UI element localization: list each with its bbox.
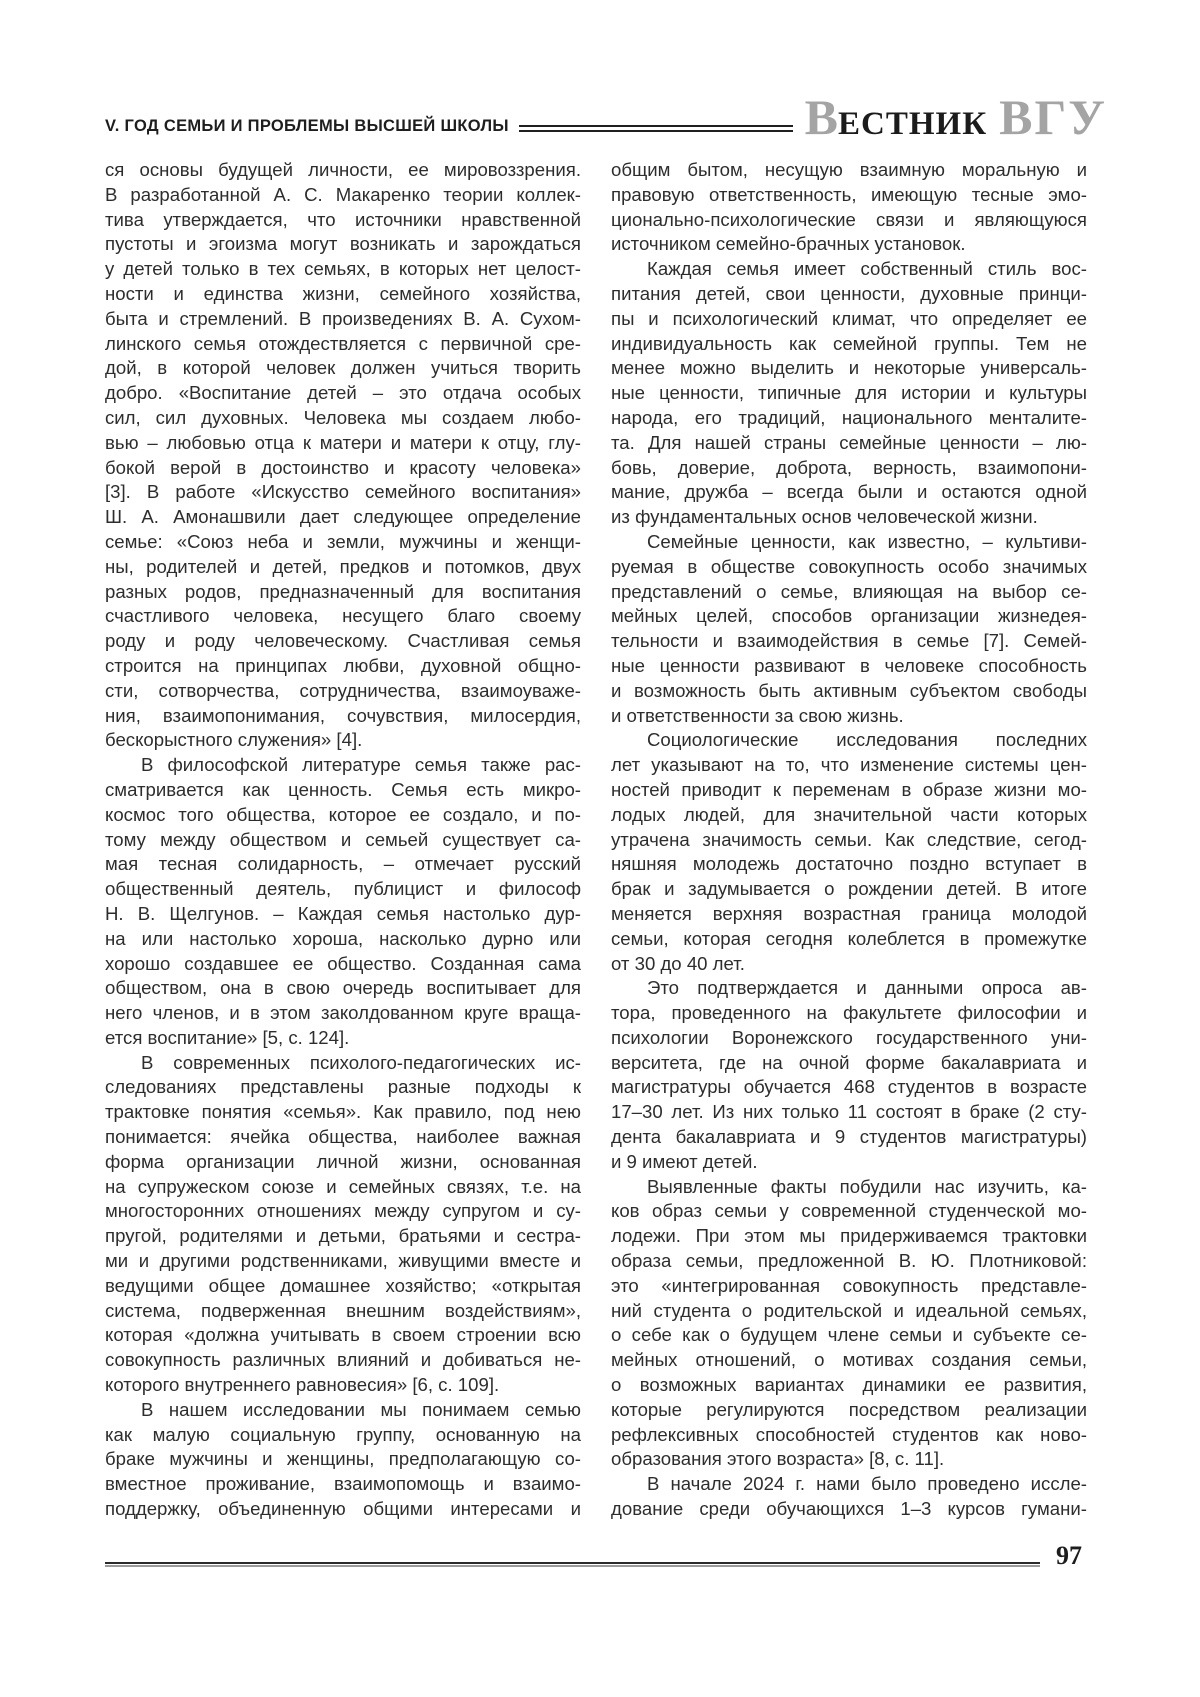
text-line: система, подверженная внешним воздействиям», xyxy=(105,1299,581,1321)
text-line: верситета, где на очной форме бакалавриата и xyxy=(611,1051,1087,1073)
text-line: дой, в которой человек должен учиться творить xyxy=(105,357,581,379)
paragraph xyxy=(105,1398,581,1522)
text-line: ков образ семьи у современной студенческой мо- xyxy=(611,1200,1087,1222)
text-line: добро. «Воспитание детей – это отдача особых xyxy=(105,382,581,404)
text-line: быта и стремлений. В произведениях В. А. Сухом- xyxy=(105,307,581,329)
text-line: Ш. А. Амонашвили дает следующее определение xyxy=(105,506,581,528)
text-line: ми и другими родственниками, живущими вместе и xyxy=(105,1250,581,1272)
text-line: ется воспитание» [5, с. 124]. xyxy=(105,1026,350,1048)
text-line: тельности и взаимодействия в семье [7]. Семей- xyxy=(611,630,1087,652)
text-line: которого внутреннего равновесия» [6, с. 109]. xyxy=(105,1374,500,1396)
text-line: хорошо создавшее ее общество. Созданная сама xyxy=(105,952,581,974)
text-line: общественный деятель, публицист и философ xyxy=(105,878,581,900)
text-line: сматривается как ценность. Семья есть микро- xyxy=(105,778,581,800)
text-line: вью – любовью отца к матери и матери к отцу, глу- xyxy=(105,431,581,453)
text-line: мание, дружба – всегда были и остаются одной xyxy=(611,481,1087,503)
text-line: поддержку, объединенную общими интересами и xyxy=(105,1498,581,1520)
paragraph xyxy=(105,1051,581,1398)
text-line: ний студента о родительской и идеальной семьях, xyxy=(611,1299,1087,1321)
text-line: лет указывают на то, что изменение системы цен- xyxy=(611,754,1087,776)
text-line: сти, сотворчества, сотрудничества, взаимоуваже- xyxy=(105,679,581,701)
text-line: меняется верхняя возрастная граница молодой xyxy=(611,902,1087,924)
text-line: вместное проживание, взаимопомощь и взаимо- xyxy=(105,1473,581,1495)
text-line: понимается: ячейка общества, наиболее важная xyxy=(105,1126,581,1148)
paragraph xyxy=(611,257,1087,530)
footer-rule xyxy=(105,1562,1040,1567)
text-line: Социологические исследования последних xyxy=(647,729,1087,751)
text-line: мейных отношений, о мотивах создания семьи, xyxy=(611,1349,1087,1371)
text-line: бокой верой в достоинство и красоту человека» xyxy=(105,456,581,478)
text-line: на или настолько хороша, насколько дурно или xyxy=(105,927,581,949)
text-line: на супружеском союзе и семейных связях, т.е. на xyxy=(105,1175,581,1197)
text-line: питания детей, свои ценности, духовные принци- xyxy=(611,282,1087,304)
text-line: В нашем исследовании мы понимаем семью xyxy=(141,1398,581,1420)
text-line: менее можно выделить и некоторые универсаль- xyxy=(611,357,1087,379)
text-line: источником семейно-брачных установок. xyxy=(611,233,966,255)
article-body xyxy=(105,158,1087,1522)
section-title: V. ГОД СЕМЬИ И ПРОБЛЕМЫ ВЫСШЕЙ ШКОЛЫ xyxy=(105,116,509,135)
text-line: ционально-психологические связи и являющуюся xyxy=(611,208,1087,230)
text-line: из фундаментальных основ человеческой жизни. xyxy=(611,506,1038,528)
text-line: многосторонних отношениях между супругом и су- xyxy=(105,1200,581,1222)
text-line: образа семьи, предложенной В. Ю. Плотниковой: xyxy=(611,1250,1087,1272)
text-line: это «интегрированная совокупность представле- xyxy=(611,1274,1087,1296)
logo-initial-letter: В xyxy=(804,89,839,145)
text-line: [3]. В работе «Искусство семейного воспитания» xyxy=(105,481,581,503)
paragraph xyxy=(105,158,581,753)
text-line: пругой, родителями и детьми, братьями и сестра- xyxy=(105,1225,581,1247)
text-line: ные ценности, типичные для истории и культуры xyxy=(611,382,1087,404)
text-line: от 30 до 40 лет. xyxy=(611,952,745,974)
text-line: ности и единства жизни, семейного хозяйства, xyxy=(105,282,581,304)
text-line: В разработанной А. С. Макаренко теории коллек- xyxy=(105,183,581,205)
text-line: ведущими общее домашнее хозяйство; «открытая xyxy=(105,1274,581,1296)
paragraph xyxy=(611,530,1087,728)
text-line: дента бакалавриата и 9 студентов магистратуры) xyxy=(611,1126,1087,1148)
text-line: тора, проведенного на факультете философии и xyxy=(611,1002,1087,1024)
text-line: магистратуры обучается 468 студентов в возрасте xyxy=(611,1076,1087,1098)
journal-logo xyxy=(804,89,1107,145)
text-line: счастливого человека, несущего благо своему xyxy=(105,605,581,627)
text-line: тому между обществом и семьей существует са- xyxy=(105,828,581,850)
logo-university-abbr: ВГУ xyxy=(999,89,1107,145)
logo-word-rest: ЕСТНИК xyxy=(838,106,988,142)
text-line: которая «должна учитывать в своем строении всю xyxy=(105,1324,581,1346)
text-line: следованиях представлены разные подходы к xyxy=(105,1076,581,1098)
text-line: бовь, доверие, доброта, верность, взаимопони- xyxy=(611,456,1087,478)
paragraph xyxy=(611,728,1087,976)
text-line: и ответственности за свою жизнь. xyxy=(611,704,904,726)
text-line: пы и психологический климат, что определяет ее xyxy=(611,307,1087,329)
text-line: та. Для нашей страны семейные ценности – лю- xyxy=(611,431,1087,453)
text-line: рефлексивных способностей студентов как ново- xyxy=(611,1423,1087,1445)
left-column xyxy=(105,158,581,1522)
text-line: разных родов, предназначенный для воспитания xyxy=(105,580,581,602)
text-line: линского семья отождествляется с первичной сре- xyxy=(105,332,581,354)
text-line: трактовке понятия «семья». Как правило, под нею xyxy=(105,1101,581,1123)
text-line: психологии Воронежского государственного уни- xyxy=(611,1026,1087,1048)
text-line: о возможных вариантах динамики ее развития, xyxy=(611,1374,1087,1396)
text-line: ся основы будущей личности, ее мировоззрения. xyxy=(105,159,581,180)
text-line: правовую ответственность, имеющую тесные эмо- xyxy=(611,183,1087,205)
text-line: народа, его традиций, национального менталите- xyxy=(611,406,1087,428)
page-number: 97 xyxy=(1056,1541,1082,1570)
text-line: дование среди обучающихся 1–3 курсов гумани- xyxy=(611,1498,1087,1520)
text-line: В начале 2024 г. нами было проведено иссле- xyxy=(647,1473,1087,1495)
text-line: Семейные ценности, как известно, – культиви- xyxy=(647,530,1087,552)
text-line: В философской литературе семья также рас- xyxy=(141,754,581,776)
text-line: и 9 имеют детей. xyxy=(611,1150,758,1172)
text-line: индивидуальность как семейной группы. Тем не xyxy=(611,332,1087,354)
text-line: образования этого возраста» [8, с. 11]. xyxy=(611,1448,945,1470)
text-line: и возможность быть активным субъектом свободы xyxy=(611,679,1087,701)
text-line: совокупность различных влияний и добиваться не- xyxy=(105,1349,581,1371)
text-line: которые регулируются посредством реализации xyxy=(611,1398,1087,1420)
text-line: форма организации личной жизни, основанная xyxy=(105,1150,581,1172)
text-line: мая тесная солидарность, – отмечает русский xyxy=(105,853,581,875)
text-line: тива утверждается, что источники нравственной xyxy=(105,208,581,230)
text-line: пустоты и эгоизма могут возникать и зарождаться xyxy=(105,233,581,255)
text-line: В современных психолого-педагогических ис- xyxy=(141,1051,581,1073)
text-line: Это подтверждается и данными опроса ав- xyxy=(647,977,1087,999)
text-line: у детей только в тех семьях, в которых нет целост- xyxy=(105,258,581,280)
right-column xyxy=(611,158,1087,1522)
text-line: обществом, она в свою очередь воспитывает для xyxy=(105,977,581,999)
text-line: него членов, и в этом заколдованном круге враща- xyxy=(105,1002,581,1024)
text-line: утрачена значимость семьи. Как следствие, сегод- xyxy=(611,828,1087,850)
text-line: браке мужчины и женщины, предполагающую со- xyxy=(105,1448,581,1470)
text-line: общим бытом, несущую взаимную моральную и xyxy=(611,159,1087,180)
text-line: брак и задумывается о рождении детей. В итоге xyxy=(611,878,1087,900)
text-line: лодежи. При этом мы придерживаемся трактовки xyxy=(611,1225,1087,1247)
text-line: семье: «Союз неба и земли, мужчины и женщи- xyxy=(105,530,581,552)
text-line: роду и роду человеческому. Счастливая семья xyxy=(105,630,581,652)
header-divider-rule xyxy=(519,125,793,132)
journal-header xyxy=(105,89,1107,145)
text-line: космос того общества, которое ее создало, и по- xyxy=(105,803,581,825)
text-line: няшняя молодежь достаточно поздно вступает в xyxy=(611,853,1087,875)
paragraph xyxy=(611,1472,1087,1522)
text-line: о себе как о будущем члене семьи и субъекте се- xyxy=(611,1324,1087,1346)
text-line: строится на принципах любви, духовной общно- xyxy=(105,654,581,676)
paragraph xyxy=(611,158,1087,257)
paragraph xyxy=(611,976,1087,1174)
text-line: ны, родителей и детей, предков и потомков, двух xyxy=(105,555,581,577)
text-line: ностей приводит к переменам в образе жизни мо- xyxy=(611,778,1087,800)
text-line: руемая в обществе совокупность особо значимых xyxy=(611,555,1087,577)
text-line: Н. В. Щелгунов. – Каждая семья настолько дур- xyxy=(105,902,581,924)
text-line: мейных целей, способов организации жизнедея- xyxy=(611,605,1087,627)
paragraph xyxy=(105,753,581,1051)
text-line: Выявленные факты побудили нас изучить, ка- xyxy=(647,1175,1087,1197)
text-line: как малую социальную группу, основанную на xyxy=(105,1423,581,1445)
paragraph xyxy=(611,1175,1087,1473)
text-line: ные ценности развивают в человеке способность xyxy=(611,654,1087,676)
text-line: лодых людей, для значительной части которых xyxy=(611,803,1087,825)
text-line: ния, взаимопонимания, сочувствия, милосердия, xyxy=(105,704,581,726)
text-line: Каждая семья имеет собственный стиль вос- xyxy=(647,258,1087,280)
text-line: сил, сил духовных. Человека мы создаем любо- xyxy=(105,406,581,428)
text-line: 17–30 лет. Из них только 11 состоят в браке (2 сту- xyxy=(611,1101,1087,1123)
text-line: бескорыстного служения» [4]. xyxy=(105,729,363,751)
text-line: представлений о семье, влияющая на выбор се- xyxy=(611,580,1087,602)
text-line: семьи, которая сегодня колеблется в промежутке xyxy=(611,927,1087,949)
